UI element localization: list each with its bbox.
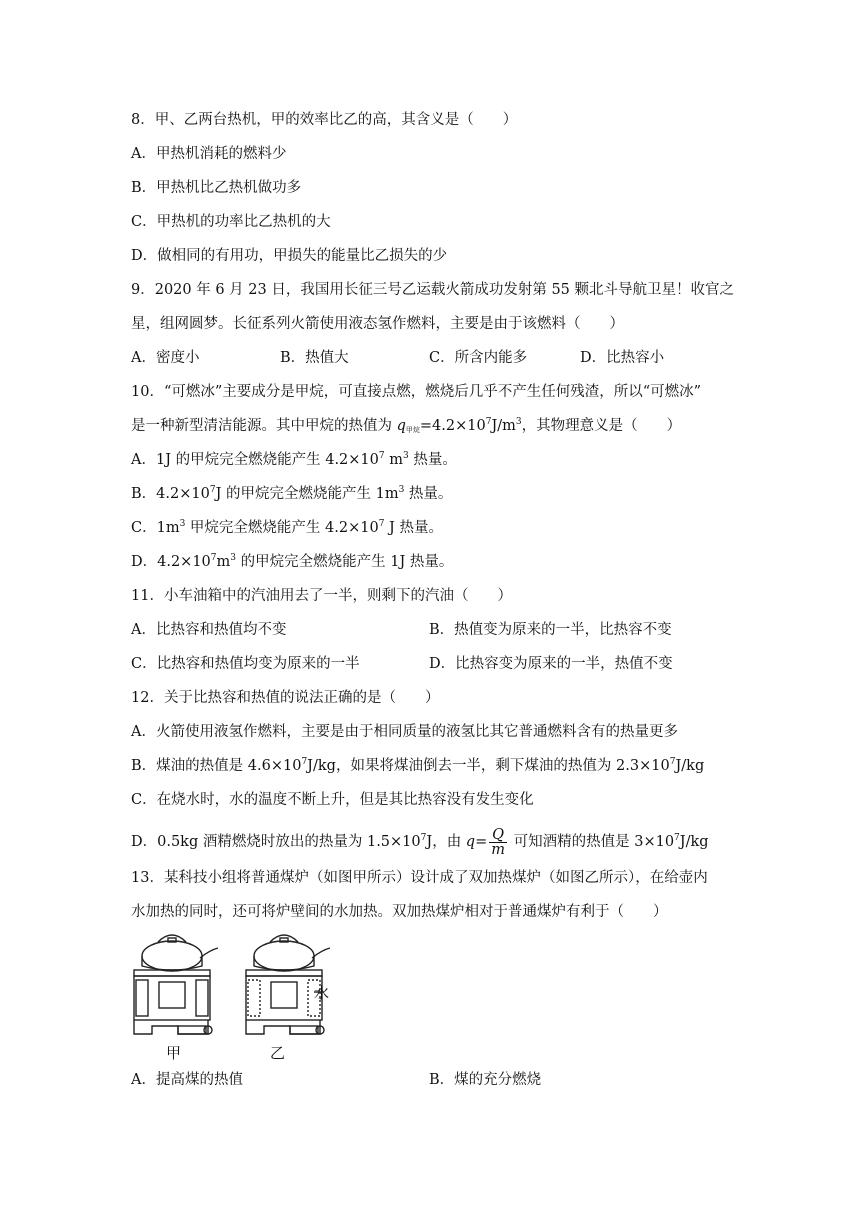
q11-stem: 11．小车油箱中的汽油用去了一半，则剩下的汽油（ ）	[131, 588, 512, 604]
q8-option-c: C．甲热机的功率比乙热机的大	[131, 214, 331, 230]
q10-exponent: 7	[485, 417, 492, 427]
q12-b-exp: 7	[301, 757, 308, 767]
q12-d-eq: =	[475, 834, 488, 850]
q12-stem: 12．关于比热容和热值的说法正确的是（ ）	[131, 690, 440, 706]
q10-a-exp2: 3	[402, 451, 409, 461]
q10-value: =4.2×10	[419, 418, 486, 434]
q10-unit: J/m	[491, 418, 516, 434]
q11-option-a: A．比热容和热值均不变	[131, 622, 287, 638]
q10-c-suffix: J 热量。	[384, 520, 443, 536]
q10-option-a	[131, 450, 457, 470]
q8-option-d: D．做相同的有用功，甲损失的能量比乙损失的少	[131, 248, 448, 264]
q12-d-text: D．0.5kg 酒精燃烧时放出的热量为 1.5×10	[131, 834, 421, 850]
q10-c-mid: 甲烷完全燃烧能产生 4.2×10	[185, 520, 379, 536]
q10-d-suffix: 的甲烷完全燃烧能产生 1J 热量。	[236, 554, 454, 570]
q12-b-exp2: 7	[669, 757, 676, 767]
q10-a-exp: 7	[378, 451, 385, 461]
q12-d-q: q	[465, 834, 476, 850]
q13-figure-label-right: 乙	[270, 1044, 286, 1062]
q9-stem-line1: 9．2020 年 6 月 23 日，我国用长征三号乙运载火箭成功发射第 55 颗北斗导航卫星！收官之	[131, 282, 735, 298]
q10-q-subscript: 甲烷	[405, 426, 420, 434]
q10-option-d	[131, 552, 453, 572]
q10-c-exp: 3	[179, 519, 186, 529]
q10-c-exp2: 7	[378, 519, 385, 529]
q13-option-a: A．提高煤的热值	[131, 1072, 243, 1088]
q13-figure-label-left: 甲	[166, 1044, 182, 1062]
q9-option-c: C．所含内能多	[429, 350, 528, 366]
q10-b-mid: J 的甲烷完全燃烧能产生 1m	[215, 486, 399, 502]
q10-stem-suffix: ，其物理意义是（ ）	[521, 418, 682, 434]
q13-figure-label-water: 水	[314, 984, 330, 1002]
q10-stem-prefix: 是一种新型清洁能源。其中甲烷的热值为	[131, 418, 397, 434]
q10-b-text: B．4.2×10	[131, 486, 210, 502]
q12-d-suffix: J/kg	[679, 834, 709, 850]
q9-option-b: B．热值大	[280, 350, 349, 366]
q12-d-fraction	[489, 828, 507, 857]
q12-d-mid2: 可知酒精的热值是 3×10	[509, 834, 675, 850]
q10-stem-line1: 10．“可燃冰”主要成分是甲烷，可直接点燃，燃烧后几乎不产生任何残渣，所以“可燃冰”	[131, 384, 702, 400]
q10-option-c	[131, 518, 443, 538]
q10-d-exp: 7	[210, 553, 217, 563]
q10-b-exp: 7	[209, 485, 216, 495]
q10-stem-line2	[131, 416, 681, 436]
q10-unit-exponent: 3	[515, 417, 522, 427]
q8-stem: 8．甲、乙两台热机，甲的效率比乙的高，其含义是（ ）	[131, 112, 518, 128]
q11-option-b: B．热值变为原来的一半，比热容不变	[429, 622, 672, 638]
q10-c-text: C．1m	[131, 520, 180, 536]
q8-option-a: A．甲热机消耗的燃料少	[131, 146, 287, 162]
q10-d-exp2: 3	[230, 553, 237, 563]
q10-q-symbol: q	[396, 418, 406, 434]
q12-d-numerator: Q	[489, 828, 507, 843]
q12-d-mid: J，由	[426, 834, 466, 850]
q10-a-unit: m	[384, 452, 403, 468]
q13-option-b: B．煤的充分燃烧	[429, 1072, 542, 1088]
q10-a-suffix: 热量。	[408, 452, 457, 468]
q10-option-b	[131, 484, 452, 504]
q9-option-d: D．比热容小	[580, 350, 665, 366]
q12-option-b	[131, 756, 704, 776]
q13-stem-line2: 水加热的同时，还可将炉壁间的水加热。双加热煤炉相对于普通煤炉有利于（ ）	[131, 904, 668, 920]
q11-option-d: D．比热容变为原来的一半，热值不变	[429, 656, 673, 672]
q12-option-c: C．在烧水时，水的温度不断上升，但是其比热容没有发生变化	[131, 792, 534, 808]
q10-b-exp2: 3	[398, 485, 405, 495]
q12-d-denominator: m	[491, 841, 505, 858]
q8-option-b: B．甲热机比乙热机做功多	[131, 180, 302, 196]
q12-b-suffix: J/kg	[675, 758, 705, 774]
q12-d-exp2: 7	[674, 833, 680, 843]
q13-stem-line1: 13．某科技小组将普通煤炉（如图甲所示）设计成了双加热煤炉（如图乙所示），在给壶内	[131, 870, 708, 886]
q10-d-mid: m	[216, 554, 231, 570]
q12-option-d	[131, 822, 709, 862]
q10-d-text: D．4.2×10	[131, 554, 211, 570]
q12-b-mid: J/kg，如果将煤油倒去一半，剩下煤油的热值为 2.3×10	[307, 758, 670, 774]
q9-option-a: A．密度小	[131, 350, 200, 366]
q10-b-suffix: 热量。	[404, 486, 453, 502]
q10-a-text: A．1J 的甲烷完全燃烧能产生 4.2×10	[131, 452, 379, 468]
q13-figure	[128, 930, 338, 1062]
q12-d-exp: 7	[420, 833, 427, 843]
q9-stem-line2: 星，组网圆梦。长征系列火箭使用液态氢作燃料，主要是由于该燃料（ ）	[131, 316, 624, 332]
stove-left	[134, 935, 218, 1034]
q12-option-a: A．火箭使用液氢作燃料，主要是由于相同质量的液氢比其它普通燃料含有的热量更多	[131, 724, 678, 740]
q11-option-c: C．比热容和热值均变为原来的一半	[131, 656, 360, 672]
q12-b-text: B．煤油的热值是 4.6×10	[131, 758, 302, 774]
